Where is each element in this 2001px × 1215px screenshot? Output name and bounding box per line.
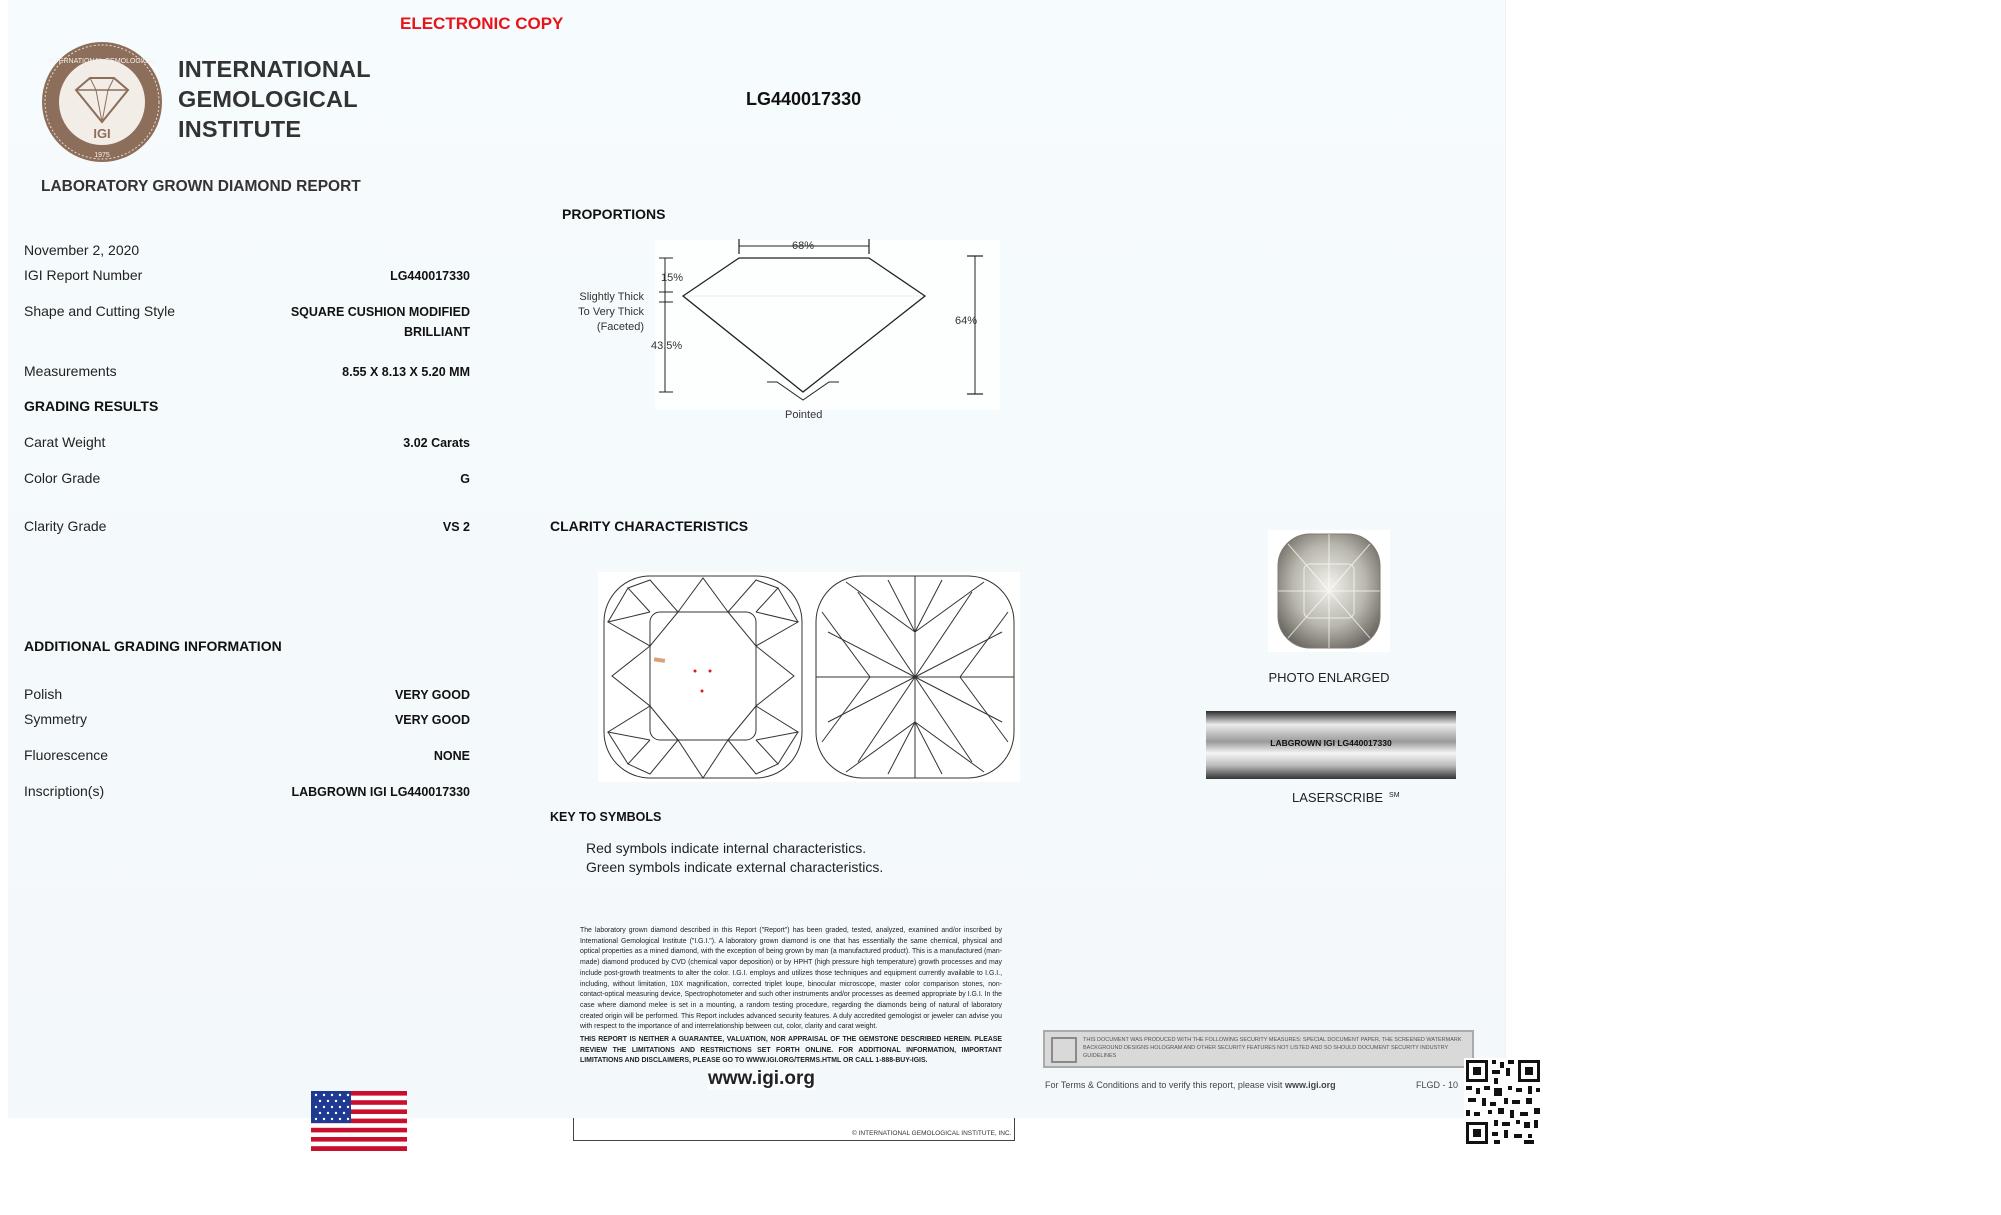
svg-text:1975: 1975 <box>94 152 110 159</box>
report-title: LABORATORY GROWN DIAMOND REPORT <box>41 178 361 195</box>
measurements-label: Measurements <box>24 363 117 379</box>
grading-results-heading: GRADING RESULTS <box>24 398 159 414</box>
additional-info-heading: ADDITIONAL GRADING INFORMATION <box>24 638 282 654</box>
security-strip <box>1043 1030 1474 1068</box>
measurements-value: 8.55 X 8.13 X 5.20 MM <box>342 365 470 379</box>
report-date: November 2, 2020 <box>24 242 140 258</box>
key-to-symbols-heading: KEY TO SYMBOLS <box>550 810 662 824</box>
fluorescence-label: Fluorescence <box>24 747 109 763</box>
institute-name: INTERNATIONAL GEMOLOGICAL INSTITUTE <box>178 56 371 142</box>
terms-line: For Terms & Conditions and to verify this report, please visit www.igi.org <box>1045 1080 1336 1090</box>
laserscribe-image <box>1206 711 1456 779</box>
photo-caption: PHOTO ENLARGED <box>1268 670 1390 685</box>
symmetry-value: VERY GOOD <box>394 713 470 727</box>
color-label: Color Grade <box>24 470 101 486</box>
svg-text:IGI: IGI <box>93 126 111 141</box>
proportions-diagram <box>655 232 1000 412</box>
inscription-value: LABGROWN IGI LG440017330 <box>291 785 470 799</box>
copyright: © INTERNATIONAL GEMOLOGICAL INSTITUTE, INC. <box>852 1130 1012 1137</box>
culet-label: Pointed <box>785 409 823 421</box>
clarity-label: Clarity Grade <box>24 518 107 534</box>
inscription-label: Inscription(s) <box>24 783 105 799</box>
svg-text:INTERNATIONAL GEMOLOGICAL: INTERNATIONAL GEMOLOGICAL <box>47 58 157 65</box>
girdle-description: Slightly Thick To Very Thick (Faceted) <box>578 291 644 333</box>
diamond-photo <box>1268 530 1390 652</box>
website-watermark: www.igi.org <box>708 1068 815 1089</box>
color-value: G <box>460 472 470 486</box>
symmetry-label: Symmetry <box>24 711 87 727</box>
carat-label: Carat Weight <box>24 434 106 450</box>
electronic-copy-label: ELECTRONIC COPY <box>400 14 564 33</box>
report-number-label: IGI Report Number <box>24 267 143 283</box>
us-flag-icon <box>311 1091 407 1151</box>
key-red-symbols: Red symbols indicate internal characteristics. <box>586 840 867 856</box>
clarity-characteristics-heading: CLARITY CHARACTERISTICS <box>550 518 749 534</box>
polish-label: Polish <box>24 686 63 702</box>
report-number-heading: LG440017330 <box>746 89 862 109</box>
table-percent: 68% <box>792 240 815 252</box>
depth-percent: 64% <box>955 315 978 327</box>
shape-value-line2: BRILLIANT <box>404 325 470 339</box>
disclaimer-frame <box>573 1118 1015 1141</box>
crown-percent: 15% <box>661 272 684 284</box>
clarity-plot-diagram <box>598 572 1020 782</box>
report-number-value: LG440017330 <box>390 269 470 283</box>
carat-value: 3.02 Carats <box>403 436 470 450</box>
shape-label: Shape and Cutting Style <box>24 303 175 319</box>
laserscribe-text: LABGROWN IGI LG440017330 <box>1270 738 1392 748</box>
lock-icon <box>1051 1037 1077 1063</box>
key-green-symbols: Green symbols indicate external characteristics. <box>586 859 884 875</box>
disclaimer-text: The laboratory grown diamond described in this Report ("Report") has been graded, tested, analyzed, examined and/or inscribed by International Gemological Institute ("I.G.I."). A laboratory grown diamond is one that has essentially the same chemical, physical and optical properties as a mined diamond, with the exception of being grown by man (a manufactured product). This is a manufactured (man-made) diamond produced by CVD (chemical vapor deposition) or by HPHT (high pressure high temperature) growth processes and may include post-growth treatments to alter the color. I.G.I. employs and utilizes those techniques and equipment currently available to I.G.I., including, without limitation, 10X magnification, corrected triplet loupe, binocular microscope, master color comparison stones, non-contact-optical measuring device, Spectrophotometer and such other instruments and/or processes as deemed appropriate by I.G.I. In the case where diamond melee is set in a mounting, a random testing procedure, regarding the diamonds being of natural of laboratory created origin will be performed. This Report includes advanced security features. A duly accredited gemologist or jeweler can advise you with respect to the importance of and interrelationship between cut, color, clarity and carat weight. THIS REPORT IS NEITHER A GUARANTEE, VALUATION, NOR APPRAISAL OF THE GEMSTONE DESCRIBED HEREIN. PLEASE REVIEW THE LIMITATIONS AND RESTRICTIONS SET FORTH ONLINE. FOR ADDITIONAL INFORMATION, IMPORTANT LIMITATIONS AND DISCLAIMERS, PLEASE GO TO WWW.IGI.ORG/TERMS.HTML OR CALL 1-888-BUY-IGIS. <box>580 927 1002 1065</box>
shape-value-line1: SQUARE CUSHION MODIFIED <box>290 305 470 319</box>
clarity-value: VS 2 <box>442 520 470 534</box>
pavilion-percent: 43.5% <box>651 340 683 352</box>
polish-value: VERY GOOD <box>394 688 470 702</box>
laserscribe-caption: LASERSCRIBE ℠ <box>1292 790 1400 805</box>
proportions-heading: PROPORTIONS <box>562 206 666 222</box>
qr-code-icon[interactable] <box>1464 1058 1542 1146</box>
security-text: THIS DOCUMENT WAS PRODUCED WITH THE FOLLOWING SECURITY MEASURES: SPECIAL DOCUMENT PAPER, THE SCREENED WATERMARK BACKGROUND DESIGNS HOLOGRAM AND OTHER SECURITY FEATURES NOT LISTED AND SO SHOULD DOCUMENT SECURITY INDUSTRY GUIDELINES <box>1083 1037 1462 1059</box>
form-code: FLGD - 10 <box>1416 1080 1459 1090</box>
fluorescence-value: NONE <box>433 749 470 763</box>
igi-seal-logo <box>40 40 164 164</box>
